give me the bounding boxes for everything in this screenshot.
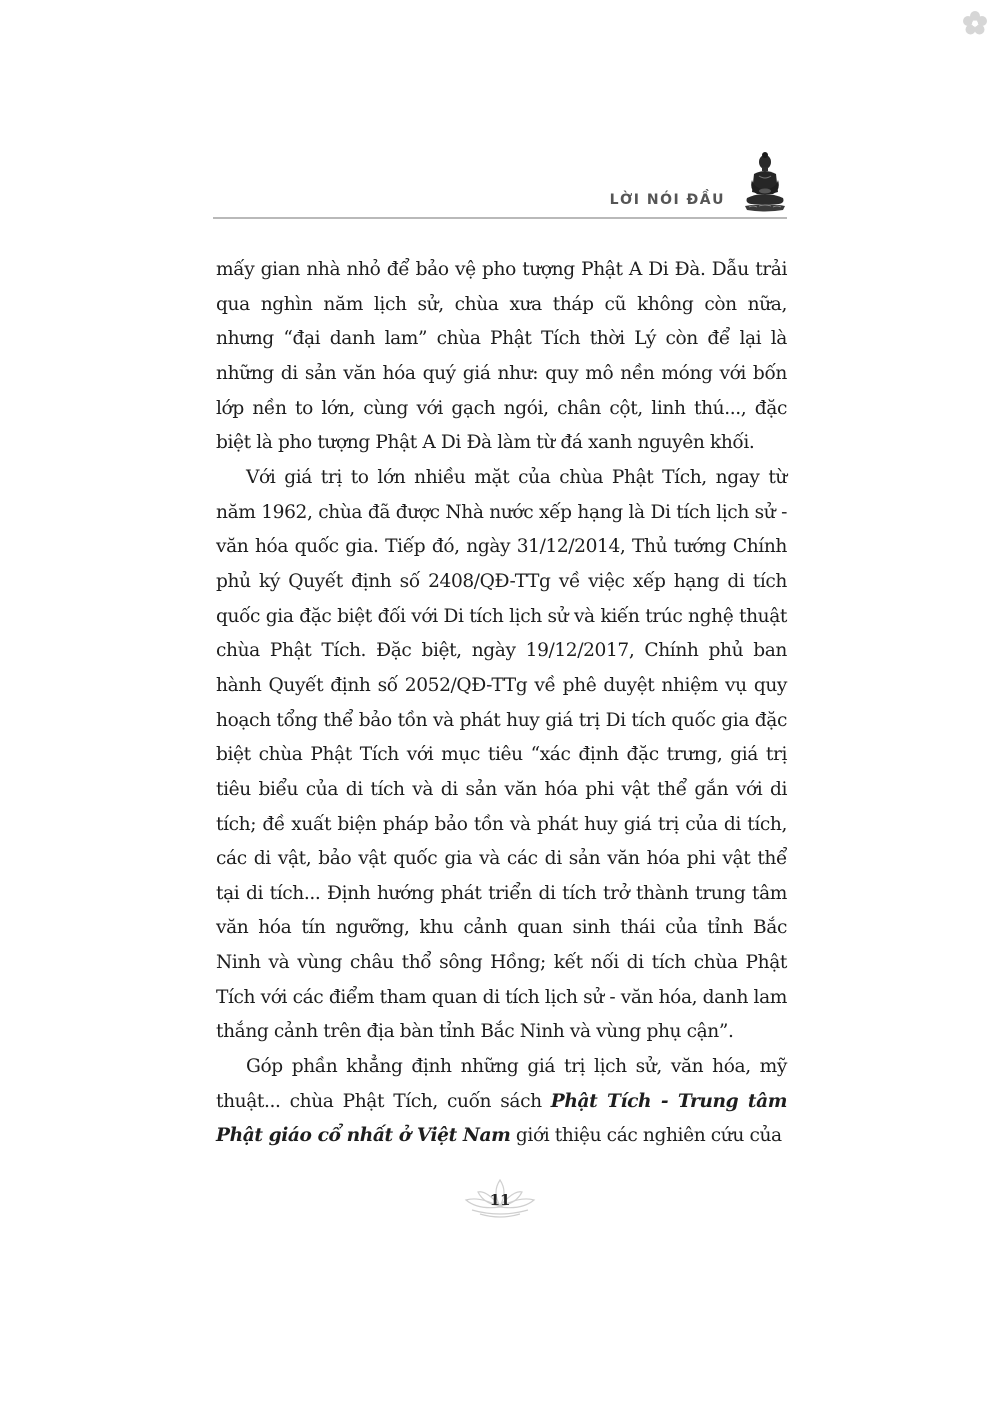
running-header	[213, 150, 787, 220]
header-divider	[213, 217, 787, 219]
page-number: 11	[489, 1191, 511, 1209]
flower-icon	[962, 10, 988, 36]
body-text	[216, 253, 787, 1154]
paragraph-3-text-before: Góp phần khẳng định những giá trị lịch sử, văn hóa, mỹ thuật... chùa Phật Tích, cuốn sách	[216, 1056, 787, 1112]
paragraph-2: Với giá trị to lớn nhiều mặt của chùa Phật Tích, ngay từ năm 1962, chùa đã được Nhà nước xếp hạng là Di tích lịch sử - văn hóa quốc gia. Tiếp đó, ngày 31/12/2014, Thủ tướng Chính phủ ký Quyết định số 2408/QĐ-TTg về việc xếp hạng di tích quốc gia đặc biệt đối với Di tích lịch sử và kiến trúc nghệ thuật chùa Phật Tích. Đặc biệt, ngày 19/12/2017, Chính phủ ban hành Quyết định số 2052/QĐ-TTg về phê duyệt nhiệm vụ quy hoạch tổng thể bảo tồn và phát huy giá trị Di tích quốc gia đặc biệt chùa Phật Tích với mục tiêu “xác định đặc trưng, giá trị tiêu biểu của di tích và di sản văn hóa phi vật thể gắn với di tích; đề xuất biện pháp bảo tồn và phát huy giá trị của di tích, các di vật, bảo vật quốc gia và các di sản văn hóa phi vật thể tại di tích... Định hướng phát triển di tích trở thành trung tâm văn hóa tín ngưỡng, khu cảnh quan sinh thái của tỉnh Bắc Ninh và vùng châu thổ sông Hồng; kết nối di tích chùa Phật Tích với các điểm tham quan di tích lịch sử - văn hóa, danh lam thắng cảnh trên địa bàn tỉnh Bắc Ninh và vùng phụ cận”.	[216, 466, 787, 1043]
header-title: LỜI NÓI ĐẦU	[609, 192, 725, 208]
page-footer	[462, 1176, 538, 1220]
paragraph-1: mấy gian nhà nhỏ để bảo vệ pho tượng Phật A Di Đà. Dẫu trải qua nghìn năm lịch sử, chùa xưa tháp cũ không còn nữa, nhưng “đại danh lam” chùa Phật Tích thời Lý còn để lại là những di sản văn hóa quý giá như: quy mô nền móng với bốn lớp nền to lớn, cùng với gạch ngói, chân cột, linh thú..., đặc biệt là pho tượng Phật A Di Đà làm từ đá xanh nguyên khối.	[216, 259, 787, 454]
buddha-icon	[743, 150, 787, 214]
paragraph-3	[216, 1050, 787, 1154]
paragraph-3-text-after: giới thiệu các nghiên cứu của	[510, 1125, 782, 1147]
book-title: Phật Tích - Trung tâm Phật giáo cổ nhất ở Việt Nam	[216, 1090, 787, 1147]
